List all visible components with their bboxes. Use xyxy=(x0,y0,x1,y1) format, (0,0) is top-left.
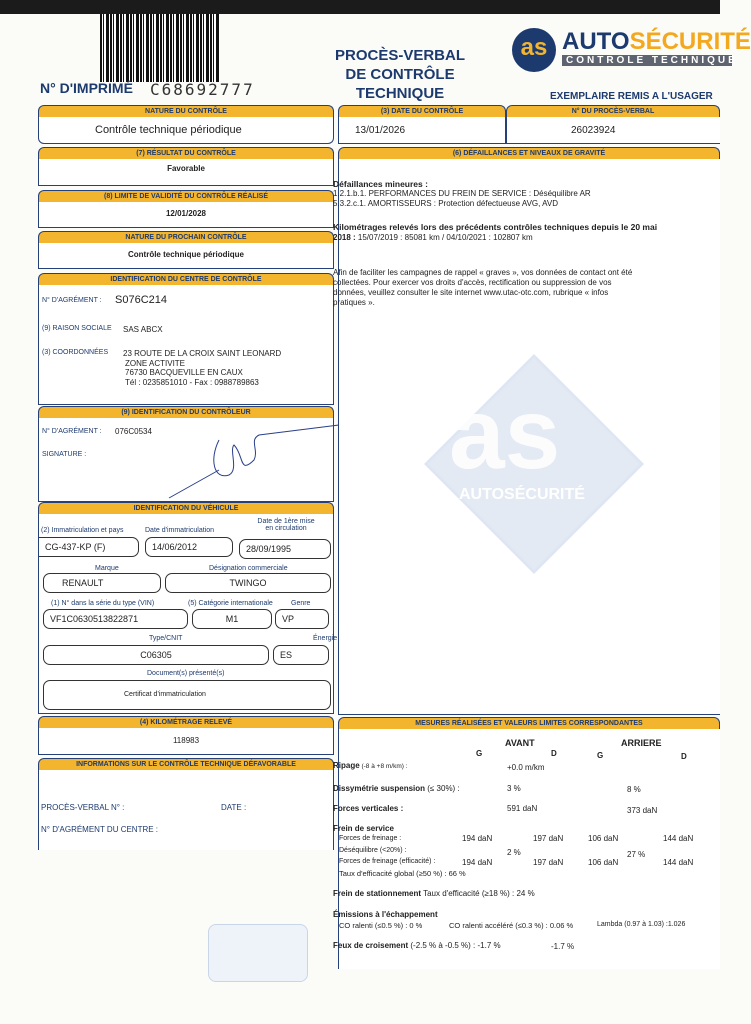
designation-label: Désignation commerciale xyxy=(209,565,288,572)
km-history-title: Kilométrages relevés lors des précédents contrôles techniques depuis le 20 mai xyxy=(333,222,658,232)
immat-field: CG-437-KP (F) xyxy=(39,537,139,557)
ffe-arg: 106 daN xyxy=(588,858,619,867)
km-box xyxy=(38,728,334,755)
km-header: (4) KILOMÉTRAGE RELEVÉ xyxy=(38,716,334,728)
centre-header: IDENTIFICATION DU CENTRE DE CONTRÔLE xyxy=(38,273,334,285)
arriere-label: ARRIERE xyxy=(621,738,662,748)
col-arriere-g: G xyxy=(597,751,604,760)
ffe-ard: 144 daN xyxy=(663,858,694,867)
controleur-box xyxy=(38,418,334,502)
vehicule-box xyxy=(38,514,338,714)
defect-item: 5.3.2.c.1. AMORTISSEURS : Protection défectueuse AVG, AVD xyxy=(333,199,558,208)
barcode xyxy=(100,14,220,82)
categorie-field: M1 xyxy=(192,609,272,629)
brand-name xyxy=(562,28,751,56)
watermark-as: as xyxy=(449,378,561,490)
km-history xyxy=(333,233,533,242)
nature-value: Contrôle technique périodique xyxy=(95,124,242,136)
centre-agrement: S076C214 xyxy=(115,294,167,306)
nature-header: NATURE DU CONTRÔLE xyxy=(38,105,334,117)
feux-value: (-2.5 % à -0.5 %) : -1.7 % xyxy=(408,941,501,950)
address-line: 23 ROUTE DE LA CROIX SAINT LEONARD xyxy=(123,349,282,358)
rgpd-line: pratiques ». xyxy=(333,298,375,307)
docs-label: Document(s) présenté(s) xyxy=(147,670,225,677)
minor-title: Défaillances mineures : xyxy=(333,179,428,189)
defect-item: 1.2.1.b.1. PERFORMANCES DU FREIN DE SERVICE : Déséquilibre AR xyxy=(333,189,591,198)
ff-label: Forces de freinage : xyxy=(339,835,402,842)
watermark-brand: AUTOSÉCURITÉ xyxy=(459,486,585,503)
avant-label: AVANT xyxy=(505,738,535,748)
taux-global: Taux d'efficacité global (≥50 %) : 66 % xyxy=(339,869,466,878)
controleur-agrement-label: N° D'AGRÉMENT : xyxy=(42,428,102,435)
mise-label-2: en circulation xyxy=(265,525,307,532)
defavorable-agrement-label: N° D'AGRÉMENT DU CENTRE : xyxy=(41,825,159,834)
ff-avg: 194 daN xyxy=(462,834,493,843)
mesures-box xyxy=(333,729,720,969)
brand-securite: SÉCURITÉ xyxy=(629,28,751,55)
pv-header: N° DU PROCÈS-VERBAL xyxy=(506,105,720,117)
km-value: 118983 xyxy=(172,736,200,745)
date-immat-field: 14/06/2012 xyxy=(145,537,233,557)
defavorable-box xyxy=(38,770,334,850)
type-label: Type/CNIT xyxy=(149,635,183,642)
fv-label: Forces verticales : xyxy=(333,804,404,813)
dissym-label: Dissymétrie suspension xyxy=(333,784,426,793)
col-avant-g: G xyxy=(476,749,483,758)
prochain-box xyxy=(38,243,334,269)
pv-box xyxy=(506,117,720,144)
title-line-2: DE CONTRÔLE TECHNIQUE xyxy=(345,66,455,102)
ff-arg: 106 daN xyxy=(588,834,619,843)
title-line-1: PROCÈS-VERBAL xyxy=(334,47,465,64)
lambda: Lambda (0.97 à 1.03) :1.026 xyxy=(597,921,686,928)
km-history-year: 2018 : xyxy=(333,233,356,242)
rgpd-line: collectées. Pour exercer vos droits d'accès, rectification ou suppression de vos xyxy=(333,278,612,287)
energie-field: ES xyxy=(273,645,329,665)
energie-label: Énergie xyxy=(313,635,338,642)
imprime-number: C68692777 xyxy=(150,80,255,99)
date-value: 13/01/2026 xyxy=(355,125,406,136)
defaillances-header: (6) DÉFAILLANCES ET NIVEAUX DE GRAVITÉ xyxy=(338,147,720,159)
emissions-label: Émissions à l'échappement xyxy=(333,910,438,919)
limite-header: (8) LIMITE DE VALIDITÉ DU CONTRÔLE RÉALISÉ xyxy=(38,190,334,202)
ripage-value: +0.0 m/km xyxy=(507,763,545,772)
mise-label xyxy=(251,518,321,532)
deseq-arriere: 27 % xyxy=(627,850,646,859)
signature-label: SIGNATURE : xyxy=(42,451,87,458)
defavorable-header: INFORMATIONS SUR LE CONTRÔLE TECHNIQUE DÉFAVORABLE xyxy=(38,758,334,770)
co-accelere: CO ralenti accéléré (≤0.3 %) : 0.06 % xyxy=(449,921,574,930)
defavorable-date-label: DATE : xyxy=(221,803,247,812)
raison-value: SAS ABCX xyxy=(123,325,163,334)
col-arriere-d: D xyxy=(681,752,687,761)
type-field: C06305 xyxy=(43,645,269,665)
limite-box xyxy=(38,202,334,228)
ffe-label: Forces de freinage (efficacité) : xyxy=(339,858,436,865)
imprime-label: N° D'IMPRIMÉ xyxy=(40,80,133,96)
feux-value-2: -1.7 % xyxy=(551,942,575,951)
date-header: (3) DATE DU CONTRÔLE xyxy=(338,105,506,117)
dissym-limit: (≤ 30%) : xyxy=(425,784,460,793)
defaillances-box xyxy=(333,159,720,715)
feux-label: Feux de croisement xyxy=(333,941,409,950)
ffe-avd: 197 daN xyxy=(533,858,564,867)
rgpd-notice xyxy=(333,268,632,308)
raison-label: (9) RAISON SOCIALE xyxy=(42,325,112,332)
address-line: Tél : 0235851010 - Fax : 0988789863 xyxy=(125,377,259,387)
vin-label: (1) N° dans la série du type (VIN) xyxy=(51,600,155,607)
frein-service-label: Frein de service xyxy=(333,824,394,833)
vehicule-header: IDENTIFICATION DU VÉHICULE xyxy=(38,502,334,514)
docs-field: Certificat d'immatriculation xyxy=(43,680,331,710)
marque-field: RENAULT xyxy=(43,573,161,593)
brand-subtitle: CONTROLE TECHNIQUE xyxy=(562,55,732,66)
brand-logo: as xyxy=(512,28,556,72)
genre-label: Genre xyxy=(291,600,311,607)
ffe-avg: 194 daN xyxy=(462,858,493,867)
centre-agrement-label: N° D'AGRÉMENT : xyxy=(42,297,102,304)
centre-address xyxy=(123,349,281,387)
rgpd-line: Afin de faciliter les campagnes de rappel « graves », vos données de contact ont été xyxy=(333,268,633,277)
scan-border xyxy=(0,0,720,14)
prochain-header: NATURE DU PROCHAIN CONTRÔLE xyxy=(38,231,334,243)
coord-label: (3) COORDONNÉES xyxy=(42,349,109,356)
brand-auto: AUTO xyxy=(562,28,630,55)
dissym-arriere: 8 % xyxy=(627,785,641,794)
marque-label: Marque xyxy=(95,565,119,572)
controleur-header: (9) IDENTIFICATION DU CONTRÔLEUR xyxy=(38,406,334,418)
ff-ard: 144 daN xyxy=(663,834,694,843)
ripage-label: Ripage xyxy=(333,761,360,770)
deseq-label: Déséquilibre (<20%) : xyxy=(339,847,407,854)
defavorable-pv-label: PROCÈS-VERBAL N° : xyxy=(41,803,125,812)
genre-field: VP xyxy=(275,609,329,629)
rgpd-line: données, veuillez consulter le site internet www.utac-otc.com, rubrique « infos xyxy=(333,288,609,297)
designation-field: TWINGO xyxy=(165,573,331,593)
stamp-area xyxy=(208,924,308,982)
centre-box xyxy=(38,285,334,405)
ripage-limit: (-8 à +8 m/km) : xyxy=(359,763,408,770)
vin-field: VF1C0630513822871 xyxy=(43,609,188,629)
address-line: ZONE ACTIVITE xyxy=(125,358,186,368)
co-ralenti: CO ralenti (≤0.5 %) : 0 % xyxy=(339,921,423,930)
pv-value: 26023924 xyxy=(571,125,616,136)
address-line: 76730 BACQUEVILLE EN CAUX xyxy=(125,368,243,377)
controleur-agrement: 076C0534 xyxy=(115,427,152,436)
mesures-header: MESURES RÉALISÉES ET VALEURS LIMITES CORRESPONDANTES xyxy=(338,717,720,729)
resultat-header: (7) RÉSULTAT DU CONTRÔLE xyxy=(38,147,334,159)
document-title xyxy=(300,46,500,103)
limite-value: 12/01/2028 xyxy=(165,209,207,218)
stationnement-label: Frein de stationnement xyxy=(333,889,422,898)
nature-box xyxy=(38,117,334,144)
copy-label: EXEMPLAIRE REMIS A L'USAGER xyxy=(550,91,713,102)
resultat-box xyxy=(38,159,334,186)
fv-avant: 591 daN xyxy=(507,804,538,813)
mise-label-1: Date de 1ère mise xyxy=(257,518,315,525)
fv-arriere: 373 daN xyxy=(627,806,658,815)
dissym-avant: 3 % xyxy=(507,784,521,793)
prochain-value: Contrôle technique périodique xyxy=(127,250,244,259)
km-history-values: 15/07/2019 : 85081 km / 04/10/2021 : 102807 km xyxy=(355,233,533,242)
signature xyxy=(159,420,349,500)
categorie-label: (5) Catégorie internationale xyxy=(188,600,273,607)
stationnement-value: Taux d'efficacité (≥18 %) : 24 % xyxy=(421,889,535,898)
resultat-value: Favorable xyxy=(167,164,205,173)
date-immat-label: Date d'immatriculation xyxy=(145,527,215,534)
deseq-avant: 2 % xyxy=(507,848,521,857)
ff-avd: 197 daN xyxy=(533,834,564,843)
col-avant-d: D xyxy=(551,749,557,758)
immat-label: (2) Immatriculation et pays xyxy=(41,527,124,534)
date-box xyxy=(338,117,506,144)
mise-field: 28/09/1995 xyxy=(239,539,331,559)
